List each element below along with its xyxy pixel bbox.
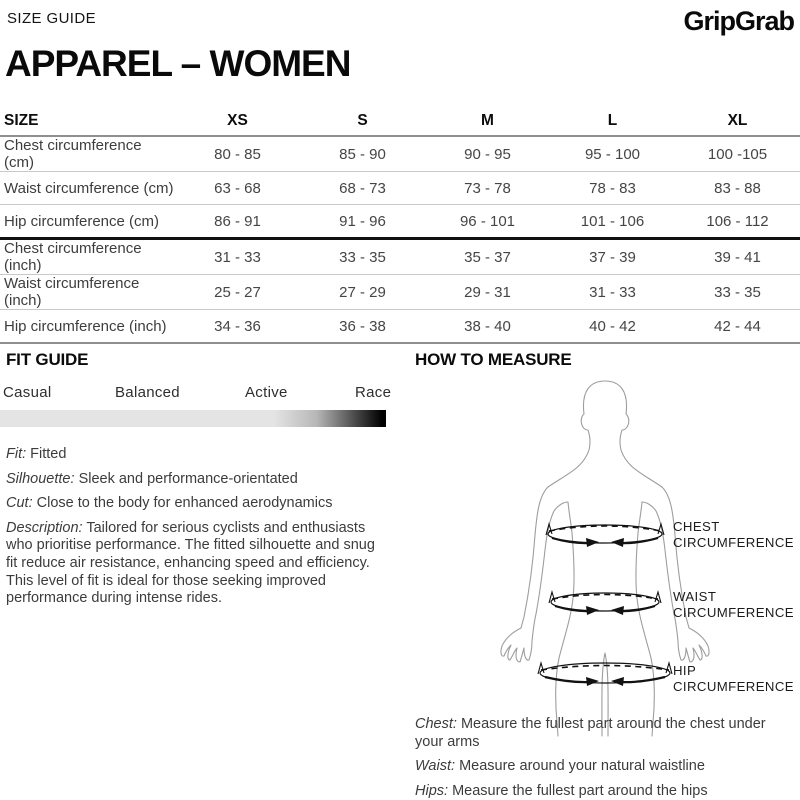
chest-label: CHEST [673,519,720,534]
table-cell: 83 - 88 [714,179,761,197]
body-measurement-diagram [415,370,800,738]
brand-logo: GripGrab [683,6,794,36]
fit-scale-label-active: Active [245,384,288,401]
table-row [0,136,800,172]
table-cell: 101 - 106 [580,212,645,230]
chest-arrow-right [619,538,658,543]
fit-value: Close to the body for enhanced aerodynamics [36,495,333,512]
chest-measure-group [546,519,794,550]
table-row [0,239,800,275]
fit-term: Description: [6,519,83,536]
table-row [0,275,800,310]
table-cell: 33 - 35 [339,248,386,266]
instruction-text: Measure around your natural waistline [459,758,705,775]
table-cell: 96 - 101 [459,212,516,230]
table-cell: 31 - 33 [214,248,261,266]
row-label: Hip circumference (cm) [4,212,160,230]
table-cell: 35 - 37 [464,248,511,266]
waist-arrow-right [619,606,655,611]
instruction-hips [415,783,791,800]
fit-value: Fitted [30,446,67,462]
row-label: Waist circumference (cm) [4,179,174,197]
column-header: M [425,106,550,136]
hip-arrow-right [619,677,665,682]
page-title: APPAREL – WOMEN [5,43,351,84]
table-cell: 100 -105 [707,145,768,163]
instruction-text: Measure the fullest part around the hips [452,782,708,799]
fit-gradient-bar [0,410,386,427]
instruction-term: Waist: [415,758,456,775]
how-to-measure-heading: HOW TO MEASURE [415,350,572,369]
instruction-chest [415,716,791,751]
fit-attribute-silhouette [6,471,384,489]
column-header: S [300,106,425,136]
fit-attribute-fit [6,446,384,464]
table-row [0,172,800,205]
fit-term: Fit: [6,446,27,462]
table-cell: 90 - 95 [464,145,511,163]
fit-scale-label-race: Race [355,384,392,401]
row-label: Hip circumference (inch) [4,317,167,335]
waist-label: WAIST [673,589,717,604]
fit-term: Silhouette: [6,470,75,487]
column-header: SIZE [0,106,175,136]
table-cell: 91 - 96 [339,212,386,230]
chest-tape-dashed [549,526,661,531]
hip-arrow-left [545,677,591,682]
instruction-term: Hips: [415,782,449,799]
table-cell: 42 - 44 [714,317,761,335]
size-table-header-row [0,106,800,136]
table-cell: 37 - 39 [589,248,636,266]
instruction-waist [415,758,791,776]
table-cell: 39 - 41 [714,248,761,266]
hip-label-line2: CIRCUMFERENCE [673,679,794,694]
table-cell: 68 - 73 [339,179,386,197]
measure-instructions [415,716,791,800]
waist-arrow-left [555,606,591,611]
column-header: XL [675,106,800,136]
table-cell: 38 - 40 [464,317,511,335]
chest-arrowhead-left [586,538,599,547]
waist-arrowhead-left [586,606,599,615]
table-row [0,310,800,344]
row-label: Waist circumference (inch) [4,275,140,309]
table-cell: 78 - 83 [589,179,636,197]
table-cell: 36 - 38 [339,317,386,335]
hip-label: HIP [673,663,697,678]
fit-value: Sleek and performance-orientated [78,470,298,487]
fit-attributes [6,446,384,615]
hip-arrowhead-left [586,677,599,686]
hip-arrowhead-right [611,677,624,686]
table-cell: 85 - 90 [339,145,386,163]
table-cell: 33 - 35 [714,283,761,301]
table-cell: 63 - 68 [214,179,261,197]
table-cell: 29 - 31 [464,283,511,301]
fit-value: Tailored for serious cyclists and enthusiasts who prioritise performance. The fitted silhouette and snug fit reduce air resistance, enhancing speed and efficiency. This level of fit is ideal for those seeking improved performance during intense rides. [6,519,375,607]
table-cell: 27 - 29 [339,283,386,301]
table-cell: 73 - 78 [464,179,511,197]
table-cell: 86 - 91 [214,212,261,230]
waist-label-line2: CIRCUMFERENCE [673,605,794,620]
column-header: L [550,106,675,136]
fit-guide-heading: FIT GUIDE [6,350,89,369]
column-header: XS [175,106,300,136]
row-label: Chest circumference (cm) [4,137,142,171]
table-cell: 80 - 85 [214,145,261,163]
chest-arrowhead-right [611,538,624,547]
table-cell: 34 - 36 [214,317,261,335]
instruction-text: Measure the fullest part around the chest under your arms [415,716,766,750]
fit-attribute-cut [6,495,384,513]
fit-term: Cut: [6,495,33,512]
table-cell: 106 - 112 [706,212,769,230]
page-eyebrow: SIZE GUIDE [7,10,97,27]
table-cell: 95 - 100 [584,145,641,163]
fit-scale-label-balanced: Balanced [115,384,180,401]
fit-scale-label-casual: Casual [3,384,52,401]
body-outline [548,381,662,487]
waist-measure-group [549,589,794,620]
hip-measure-group [538,663,794,694]
row-label: Chest circumference (inch) [4,240,142,274]
instruction-term: Chest: [415,716,457,732]
table-cell: 25 - 27 [214,283,261,301]
fit-attribute-description [6,520,384,608]
size-table [0,106,800,344]
body-outline-left [501,487,574,736]
table-cell: 40 - 42 [589,317,636,335]
table-row [0,205,800,239]
chest-arrow-left [552,538,591,543]
table-cell: 31 - 33 [589,283,636,301]
waist-arrowhead-right [611,606,624,615]
chest-label-line2: CIRCUMFERENCE [673,535,794,550]
